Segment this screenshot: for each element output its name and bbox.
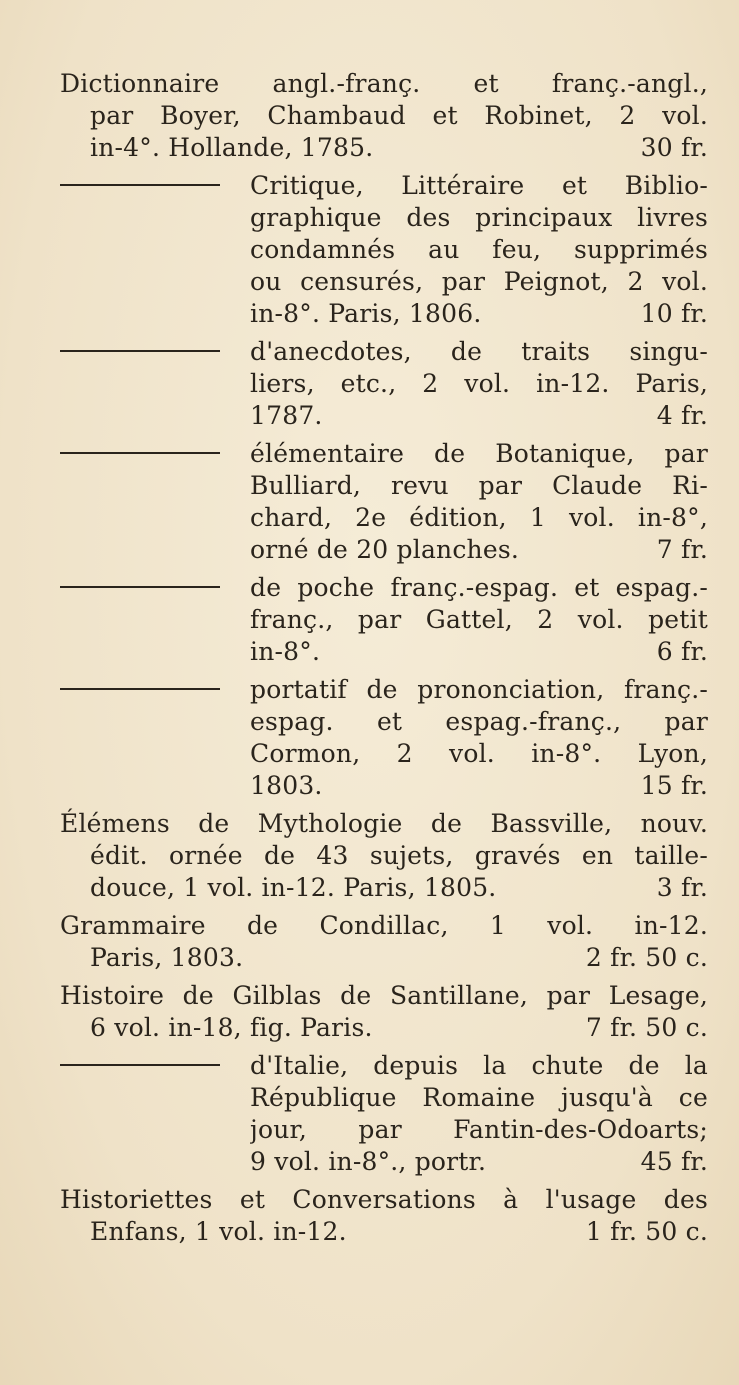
entry-line: Cormon, 2 vol. in-8°. Lyon, bbox=[250, 739, 708, 768]
entry-line: in-8°. 6 fr. bbox=[250, 637, 708, 666]
catalogue-entry bbox=[60, 572, 708, 668]
entry-price: 10 fr. bbox=[640, 299, 708, 328]
entry-price: 1 fr. 50 c. bbox=[585, 1217, 708, 1246]
entry-line: in-4°. Hollande, 1785. 30 fr. bbox=[90, 133, 708, 162]
entry-line: 6 vol. in-18, fig. Paris. 7 fr. 50 c. bbox=[90, 1013, 708, 1042]
entry-line: espag. et espag.-franç., par bbox=[250, 707, 708, 736]
entry-price: 6 fr. bbox=[656, 637, 708, 666]
entry-line: Grammaire de Condillac, 1 vol. in-12. bbox=[60, 911, 708, 940]
entry-line: jour, par Fantin-des-Odoarts; bbox=[250, 1115, 708, 1144]
entry-line: liers, etc., 2 vol. in-12. Paris, bbox=[250, 369, 708, 398]
catalogue-entry bbox=[60, 170, 708, 330]
ditto-dash bbox=[60, 184, 220, 186]
entry-price: 30 fr. bbox=[640, 133, 708, 162]
entry-line: in-8°. Paris, 1806. 10 fr. bbox=[250, 299, 708, 328]
entry-line: Histoire de Gilblas de Santillane, par Lesage, bbox=[60, 981, 708, 1010]
entry-line: élémentaire de Botanique, par bbox=[60, 438, 708, 470]
entry-line: portatif de prononciation, franç.- bbox=[60, 674, 708, 706]
catalogue-entry bbox=[60, 438, 708, 566]
entry-price: 2 fr. 50 c. bbox=[585, 943, 708, 972]
entry-price: 7 fr. 50 c. bbox=[585, 1013, 708, 1042]
entry-price: 7 fr. bbox=[656, 535, 708, 564]
ditto-dash bbox=[60, 1064, 220, 1066]
entry-line: 1803. 15 fr. bbox=[250, 771, 708, 800]
entry-line: d'Italie, depuis la chute de la bbox=[60, 1050, 708, 1082]
catalogue-entry bbox=[60, 1184, 708, 1248]
entry-line: édit. ornée de 43 sujets, gravés en taille- bbox=[90, 841, 708, 870]
entry-price: 45 fr. bbox=[640, 1147, 708, 1176]
catalogue-list bbox=[60, 68, 708, 1254]
entry-line: République Romaine jusqu'à ce bbox=[250, 1083, 708, 1112]
entry-line: orné de 20 planches. 7 fr. bbox=[250, 535, 708, 564]
entry-line: d'anecdotes, de traits singu- bbox=[60, 336, 708, 368]
entry-line: Bulliard, revu par Claude Ri- bbox=[250, 471, 708, 500]
entry-line: ou censurés, par Peignot, 2 vol. bbox=[250, 267, 708, 296]
catalogue-entry bbox=[60, 980, 708, 1044]
ditto-dash bbox=[60, 452, 220, 454]
ditto-dash bbox=[60, 350, 220, 352]
entry-price: 4 fr. bbox=[656, 401, 708, 430]
entry-line: 9 vol. in-8°., portr. 45 fr. bbox=[250, 1147, 708, 1176]
ditto-dash bbox=[60, 688, 220, 690]
entry-line: chard, 2e édition, 1 vol. in-8°, bbox=[250, 503, 708, 532]
entry-line: douce, 1 vol. in-12. Paris, 1805. 3 fr. bbox=[90, 873, 708, 902]
entry-line: Paris, 1803. 2 fr. 50 c. bbox=[90, 943, 708, 972]
ditto-dash bbox=[60, 586, 220, 588]
entry-line: graphique des principaux livres bbox=[250, 203, 708, 232]
entry-line: Enfans, 1 vol. in-12. 1 fr. 50 c. bbox=[90, 1217, 708, 1246]
catalogue-entry bbox=[60, 910, 708, 974]
entry-line: Historiettes et Conversations à l'usage des bbox=[60, 1185, 708, 1214]
catalogue-entry bbox=[60, 336, 708, 432]
entry-line: 1787. 4 fr. bbox=[250, 401, 708, 430]
entry-line: franç., par Gattel, 2 vol. petit bbox=[250, 605, 708, 634]
entry-line: par Boyer, Chambaud et Robinet, 2 vol. bbox=[90, 101, 708, 130]
entry-line: Dictionnaire angl.-franç. et franç.-angl., bbox=[60, 69, 708, 98]
entry-price: 3 fr. bbox=[656, 873, 708, 902]
entry-line: condamnés au feu, supprimés bbox=[250, 235, 708, 264]
entry-line: de poche franç.-espag. et espag.- bbox=[60, 572, 708, 604]
catalogue-entry bbox=[60, 808, 708, 904]
catalogue-entry bbox=[60, 674, 708, 802]
entry-line: Critique, Littéraire et Biblio- bbox=[60, 170, 708, 202]
catalogue-entry bbox=[60, 68, 708, 164]
entry-line: Élémens de Mythologie de Bassville, nouv. bbox=[60, 809, 708, 838]
entry-price: 15 fr. bbox=[640, 771, 708, 800]
catalogue-entry bbox=[60, 1050, 708, 1178]
